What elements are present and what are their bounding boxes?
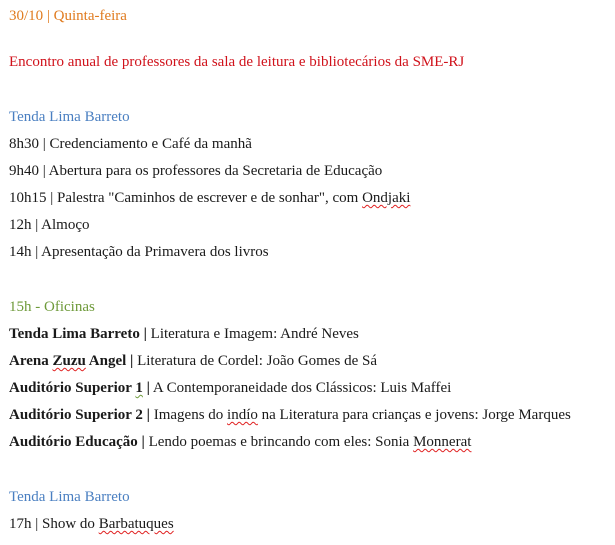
workshops-heading: 15h - Oficinas	[9, 299, 95, 315]
schedule-item: 9h40 | Abertura para os professores da Secretaria de Educação	[9, 163, 383, 179]
spellcheck-flagged-word: Monnerat	[413, 434, 472, 450]
workshop-item	[9, 379, 451, 397]
workshop-venue-part: Auditório Superior	[9, 380, 136, 396]
spellcheck-flagged-word: Barbatuques	[98, 516, 174, 532]
schedule-item: 14h | Apresentação da Primavera dos livros	[9, 244, 269, 260]
workshop-detail: Imagens do	[149, 407, 228, 423]
schedule-item: 8h30 | Credenciamento e Café da manhã	[9, 136, 252, 152]
workshop-venue	[9, 353, 133, 369]
workshop-venue-part: |	[142, 380, 150, 396]
venue-heading-tenda-lima-barreto: Tenda Lima Barreto	[9, 489, 130, 505]
workshop-venue-part: Arena	[9, 353, 53, 369]
workshop-detail: Literatura de Cordel: João Gomes de Sá	[133, 353, 378, 369]
schedule-item-text: 10h15 | Palestra "Caminhos de escrever e de sonhar", com	[9, 190, 363, 206]
workshop-venue	[9, 380, 150, 396]
workshop-item	[9, 433, 471, 451]
workshop-item	[9, 325, 359, 343]
workshop-detail: Lendo poemas e brincando com eles: Sonia	[144, 434, 414, 450]
workshop-venue: Auditório Educação |	[9, 434, 145, 450]
grammar-flagged-word: 1	[135, 380, 143, 396]
schedule-item	[9, 189, 410, 207]
workshop-item	[9, 352, 377, 370]
schedule-item-text: 17h | Show do	[9, 516, 99, 532]
workshop-item	[9, 406, 571, 424]
workshop-detail: A Contemporaneidade dos Clássicos: Luis Maffei	[149, 380, 452, 396]
workshop-detail: Literatura e Imagem: André Neves	[146, 326, 359, 342]
spellcheck-flagged-word: Zuzu	[52, 353, 86, 369]
event-title: Encontro anual de professores da sala de leitura e bibliotecários da SME-RJ	[9, 54, 465, 70]
workshop-venue: Tenda Lima Barreto |	[9, 326, 147, 342]
workshop-venue: Auditório Superior 2 |	[9, 407, 150, 423]
workshop-venue-part: Angel |	[85, 353, 134, 369]
workshop-detail: na Literatura para crianças e jovens: Jorge Marques	[257, 407, 571, 423]
schedule-item: 12h | Almoço	[9, 217, 90, 233]
spellcheck-flagged-word: Ondjaki	[362, 190, 411, 206]
schedule-item	[9, 515, 174, 533]
date-label: 30/10 | Quinta-feira	[9, 8, 127, 24]
spellcheck-flagged-word: indío	[227, 407, 258, 423]
venue-heading-tenda-lima-barreto: Tenda Lima Barreto	[9, 109, 130, 125]
